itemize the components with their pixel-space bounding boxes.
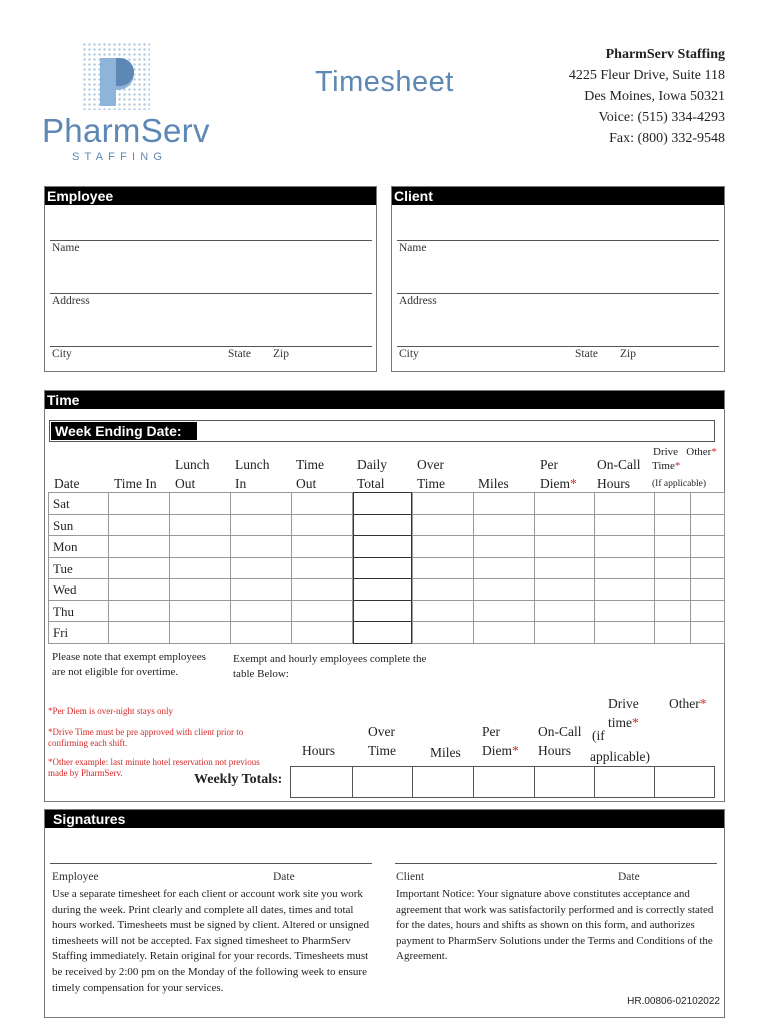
hourly-note: Exempt and hourly employees complete the table Below: (233, 653, 427, 680)
employee-heading: Employee (45, 187, 376, 205)
asterisk-mark: * (570, 476, 577, 491)
signatures-heading: Signatures (45, 810, 724, 828)
logo-wordmark: PharmServ (42, 112, 210, 149)
day-label-thu: Thu (53, 603, 74, 619)
time-entry-cell[interactable] (412, 557, 474, 580)
time-entry-cell[interactable] (169, 492, 231, 515)
time-entry-cell[interactable] (534, 492, 595, 515)
employee-zip-label: Zip (273, 348, 289, 360)
client-city-field[interactable] (397, 346, 719, 347)
client-panel (391, 186, 725, 372)
col-lunch-out-line1: Lunch (175, 457, 210, 472)
time-entry-cell[interactable] (291, 514, 353, 537)
time-entry-cell[interactable] (353, 600, 412, 623)
time-entry-cell[interactable] (230, 600, 292, 623)
time-entry-cell[interactable] (230, 535, 292, 558)
time-entry-cell[interactable] (412, 621, 474, 644)
fax-number: Fax: (800) 332-9548 (609, 131, 725, 146)
time-entry-cell[interactable] (108, 621, 170, 644)
per-diem-note: *Per Diem is over-night stays only (48, 706, 174, 716)
col-time-out-line2: Out (296, 476, 317, 491)
tot-per-diem-header (482, 722, 519, 760)
client-zip-label: Zip (620, 348, 636, 360)
time-entry-cell[interactable] (108, 535, 170, 558)
time-entry-cell[interactable] (230, 621, 292, 644)
time-entry-cell[interactable] (654, 514, 691, 537)
time-entry-cell[interactable] (690, 578, 725, 601)
employee-signature-line[interactable] (50, 863, 372, 864)
weekly-total-cell[interactable] (534, 766, 595, 798)
time-entry-cell[interactable] (291, 535, 353, 558)
tot-other-label: Other (669, 696, 700, 711)
timesheet-instructions: Use a separate timesheet for each client or account work site you work during the week. Print clearly and complete all dates, times and total hours worked. Timesheets must be signed by client. Altered or unsigned timesheets will not be accepted. Fax signed timesheet to PharmServ Staffing immediately. Retain original for your records. Timesheets must be received by 2:00 pm on the Monday of the following week to ensure timely compensation for your services. (52, 888, 370, 994)
logo-tagline: STAFFING (72, 151, 168, 163)
time-entry-cell[interactable] (169, 621, 231, 644)
time-entry-cell[interactable] (594, 535, 655, 558)
client-date-label: Date (618, 871, 640, 883)
employee-name-label: Name (52, 242, 80, 254)
time-entry-cell[interactable] (690, 557, 725, 580)
time-entry-cell[interactable] (594, 514, 655, 537)
time-entry-cell[interactable] (169, 600, 231, 623)
day-cell (48, 535, 109, 558)
col-miles-header: Miles (478, 476, 509, 491)
tot-on-call-line2: Hours (538, 743, 571, 758)
day-label-sat: Sat (53, 496, 70, 511)
time-entry-cell[interactable] (534, 600, 595, 623)
important-notice: Important Notice: Your signature above constitutes acceptance and agreement that work was satisfactorily performed and is correctly stated for the dates, hours and shifts as shown on this form, and authorizes payment to PharmServ Solutions under the Terms and Conditions of the Agreement. (396, 888, 714, 963)
tot-hours-header: Hours (302, 743, 335, 758)
col-over-time-header (417, 455, 445, 493)
tot-if-header: (if (592, 728, 605, 743)
time-entry-cell[interactable] (412, 514, 474, 537)
time-entry-cell[interactable] (230, 514, 292, 537)
col-drive-line2: Time (652, 460, 675, 472)
client-address-label: Address (399, 295, 437, 307)
day-label-sun: Sun (53, 517, 74, 533)
time-heading: Time (45, 391, 724, 409)
employee-state-label: State (228, 348, 251, 360)
exempt-note: Please note that exempt employees are not eligible for overtime. (52, 651, 206, 678)
time-entry-cell[interactable] (412, 578, 474, 601)
day-cell (48, 557, 109, 580)
col-daily-total-line2: Total (357, 476, 385, 491)
col-lunch-out-header (175, 455, 210, 493)
time-entry-cell[interactable] (654, 621, 691, 644)
time-entry-cell[interactable] (594, 600, 655, 623)
time-entry-cell[interactable] (534, 514, 595, 537)
day-cell (48, 600, 109, 623)
voice-number: Voice: (515) 334-4293 (598, 110, 725, 125)
time-entry-cell[interactable] (473, 514, 535, 537)
time-entry-cell[interactable] (534, 621, 595, 644)
time-entry-cell[interactable] (108, 557, 170, 580)
time-entry-cell[interactable] (353, 578, 412, 601)
time-entry-cell[interactable] (473, 557, 535, 580)
time-entry-cell[interactable] (534, 535, 595, 558)
time-entry-cell[interactable] (690, 621, 725, 644)
time-entry-cell[interactable] (412, 600, 474, 623)
time-entry-cell[interactable] (291, 578, 353, 601)
time-entry-cell[interactable] (534, 557, 595, 580)
tot-applicable-header: applicable) (590, 749, 650, 764)
day-cell (48, 514, 109, 537)
col-over-time-line1: Over (417, 457, 444, 472)
time-entry-cell[interactable] (412, 535, 474, 558)
time-entry-cell[interactable] (473, 492, 535, 515)
time-entry-cell[interactable] (690, 600, 725, 623)
tot-per-line2: Diem (482, 743, 512, 758)
col-other-header: Other (686, 446, 712, 458)
col-if-applicable: (If applicable) (652, 479, 707, 489)
col-on-call-line1: On-Call (597, 457, 641, 472)
employee-city-field[interactable] (50, 346, 372, 347)
asterisk-mark: * (674, 460, 681, 472)
time-entry-cell[interactable] (353, 535, 412, 558)
day-label-mon: Mon (53, 539, 78, 554)
time-entry-cell[interactable] (230, 578, 292, 601)
time-entry-cell[interactable] (108, 492, 170, 515)
time-entry-cell[interactable] (690, 514, 725, 537)
weekly-total-cell[interactable] (412, 766, 474, 798)
employee-signature-label: Employee (52, 871, 99, 883)
weekly-total-cell[interactable] (290, 766, 353, 798)
drive-time-note: *Drive Time must be pre approved with client prior to confirming each shift. (48, 727, 244, 748)
col-time-in-header: Time In (114, 476, 157, 491)
tot-drive-line2: time (608, 715, 632, 730)
time-entry-cell[interactable] (169, 578, 231, 601)
time-entry-cell[interactable] (230, 557, 292, 580)
time-entry-cell[interactable] (473, 600, 535, 623)
col-on-call-header (597, 455, 641, 493)
day-label-fri: Fri (53, 625, 69, 640)
time-entry-cell[interactable] (108, 600, 170, 623)
form-code: HR.00806-02102022 (627, 996, 720, 1007)
time-entry-cell[interactable] (534, 578, 595, 601)
col-drive-line1: Drive (653, 446, 679, 458)
weekly-total-cell[interactable] (352, 766, 413, 798)
tot-over-line2: Time (368, 743, 397, 758)
other-expense-note: *Other example: last minute hotel reservation not previous made by PharmServ. (48, 757, 260, 778)
company-address-block (569, 44, 725, 149)
tot-on-call-line1: On-Call (538, 724, 582, 739)
time-entry-cell[interactable] (594, 557, 655, 580)
employee-date-label: Date (273, 871, 295, 883)
time-entry-cell[interactable] (169, 514, 231, 537)
col-over-time-line2: Time (417, 476, 446, 491)
weekly-total-cell[interactable] (594, 766, 655, 798)
time-entry-cell[interactable] (169, 535, 231, 558)
day-cell (48, 492, 109, 515)
col-lunch-in-line1: Lunch (235, 457, 270, 472)
time-entry-cell[interactable] (108, 578, 170, 601)
col-lunch-in-header (235, 455, 270, 493)
time-entry-cell[interactable] (353, 557, 412, 580)
time-entry-cell[interactable] (473, 621, 535, 644)
col-per-diem-line1: Per (540, 457, 558, 472)
time-entry-cell[interactable] (473, 535, 535, 558)
col-daily-total-line1: Daily (357, 457, 387, 472)
col-on-call-line2: Hours (597, 476, 630, 491)
weekly-totals-label: Weekly Totals: (194, 772, 283, 787)
time-entry-cell[interactable] (291, 621, 353, 644)
time-entry-cell[interactable] (654, 557, 691, 580)
weekly-total-cell[interactable] (473, 766, 535, 798)
time-entry-cell[interactable] (108, 514, 170, 537)
col-daily-total-header (357, 455, 387, 493)
tot-over-line1: Over (368, 724, 395, 739)
employee-panel (44, 186, 377, 372)
address-line-2: Des Moines, Iowa 50321 (584, 89, 725, 104)
client-signature-line[interactable] (395, 863, 717, 864)
time-entry-cell[interactable] (654, 578, 691, 601)
time-entry-cell[interactable] (412, 492, 474, 515)
col-lunch-out-line2: Out (175, 476, 196, 491)
weekly-total-cell[interactable] (654, 766, 715, 798)
col-per-diem-line2: Diem (540, 476, 570, 491)
pharmserv-logo-icon (98, 56, 138, 106)
time-entry-cell[interactable] (291, 600, 353, 623)
time-entry-cell[interactable] (594, 578, 655, 601)
col-time-out-header (296, 455, 324, 493)
asterisk-mark: * (699, 696, 707, 711)
asterisk-mark: * (632, 715, 639, 730)
tot-drive-line1: Drive (608, 696, 639, 711)
time-entry-cell[interactable] (169, 557, 231, 580)
time-entry-cell[interactable] (353, 514, 412, 537)
tot-over-time-header (368, 722, 396, 760)
col-drive-time-header (652, 445, 717, 491)
tot-other-header (669, 694, 707, 713)
time-entry-cell[interactable] (594, 621, 655, 644)
client-name-label: Name (399, 242, 427, 254)
client-state-label: State (575, 348, 598, 360)
time-entry-cell[interactable] (654, 600, 691, 623)
time-entry-cell[interactable] (230, 492, 292, 515)
week-ending-date-label: Week Ending Date: (51, 422, 197, 440)
client-name-field[interactable] (397, 240, 719, 241)
col-time-out-line1: Time (296, 457, 325, 472)
address-line-1: 4225 Fleur Drive, Suite 118 (568, 68, 725, 83)
tot-on-call-header (538, 722, 582, 760)
time-entry-cell[interactable] (353, 492, 412, 515)
client-address-field[interactable] (397, 293, 719, 294)
tot-drive-header (608, 694, 639, 732)
employee-city-label: City (52, 348, 72, 360)
asterisk-mark: * (512, 743, 519, 758)
client-city-label: City (399, 348, 419, 360)
day-label-wed: Wed (53, 582, 77, 597)
tot-miles-header: Miles (430, 745, 461, 760)
client-signature-label: Client (396, 871, 425, 883)
time-entry-cell[interactable] (654, 535, 691, 558)
employee-address-label: Address (52, 295, 90, 307)
day-label-tue: Tue (53, 560, 73, 576)
time-entry-cell[interactable] (353, 621, 412, 644)
client-heading: Client (392, 187, 724, 205)
time-entry-cell[interactable] (291, 492, 353, 515)
tot-per-line1: Per (482, 724, 500, 739)
time-entry-cell[interactable] (291, 557, 353, 580)
time-entry-cell[interactable] (690, 492, 725, 515)
day-cell (48, 621, 109, 644)
day-cell (48, 578, 109, 601)
employee-address-field[interactable] (50, 293, 372, 294)
employee-name-field[interactable] (50, 240, 372, 241)
time-entry-cell[interactable] (473, 578, 535, 601)
company-name: PharmServ Staffing (605, 47, 725, 62)
time-entry-cell[interactable] (654, 492, 691, 515)
page-title: Timesheet (315, 66, 454, 98)
col-lunch-in-line2: In (235, 476, 247, 491)
col-per-diem-header (540, 455, 577, 493)
asterisk-mark: * (711, 446, 717, 458)
time-entry-cell[interactable] (690, 535, 725, 558)
col-date-header: Date (54, 476, 80, 491)
time-entry-cell[interactable] (594, 492, 655, 515)
